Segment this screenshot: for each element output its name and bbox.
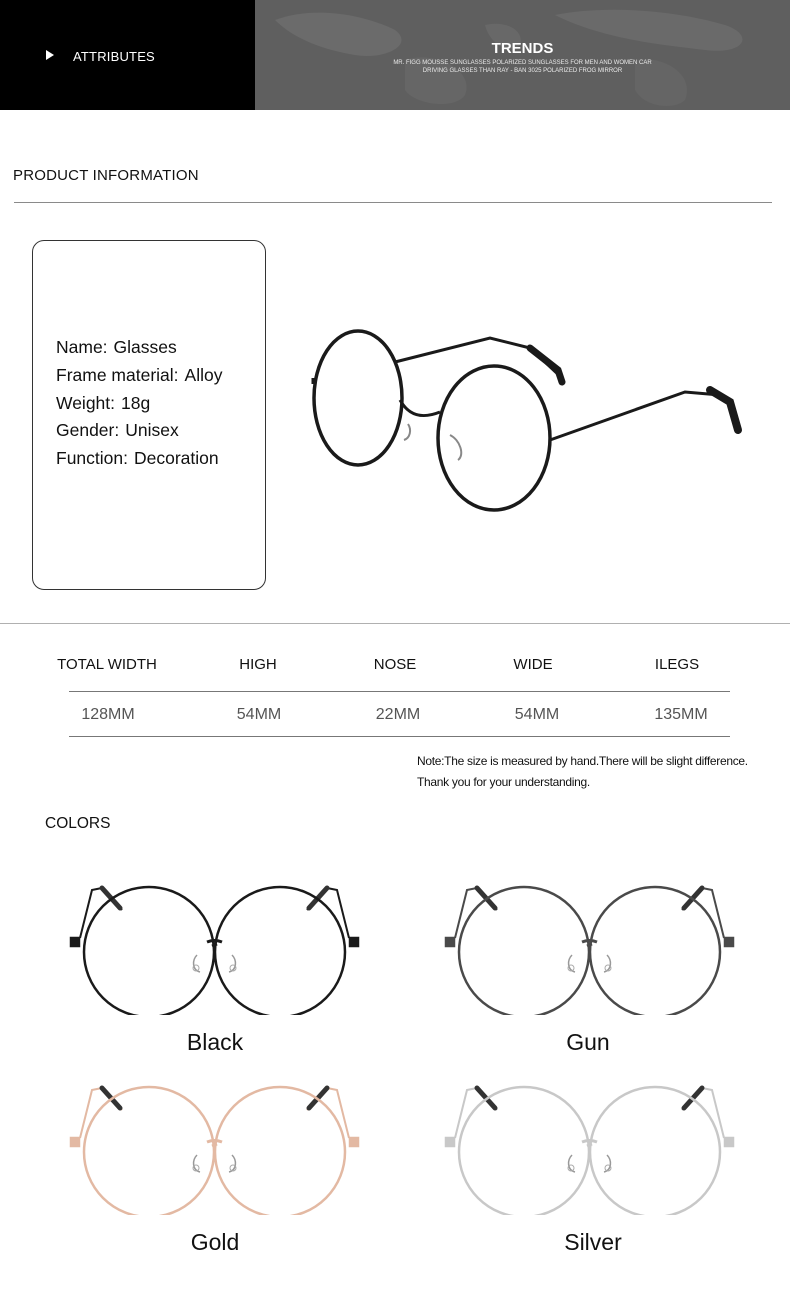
spec-key: Gender: <box>56 420 120 440</box>
spec-key: Weight: <box>56 393 116 413</box>
spec-value: Alloy <box>184 365 223 385</box>
divider <box>14 202 772 203</box>
table-cell: 22MM <box>375 706 421 723</box>
color-label-gun[interactable]: Gun <box>566 1029 610 1055</box>
table-cell: 54MM <box>514 706 560 723</box>
silver-glasses-icon[interactable] <box>437 1080 742 1215</box>
color-label-silver[interactable]: Silver <box>564 1229 622 1255</box>
trends-subtitle-line1: MR. FIGG MOUSSE SUNGLASSES POLARIZED SUNGLASSES FOR MEN AND WOMEN CAR <box>393 60 652 66</box>
colors-title: COLORS <box>45 815 111 832</box>
spec-value: Decoration <box>133 448 219 468</box>
spec-row <box>56 448 219 469</box>
note-line1: Note:The size is measured by hand.There will be slight difference. <box>417 754 748 768</box>
table-cell: 54MM <box>236 706 282 723</box>
gun-glasses-icon[interactable] <box>437 880 742 1015</box>
note-line2: Thank you for your understanding. <box>417 775 590 789</box>
table-cell: 135MM <box>654 706 708 723</box>
spec-row <box>56 365 222 386</box>
spec-key: Frame material: <box>56 365 179 385</box>
spec-key: Name: <box>56 337 108 357</box>
spec-value: Glasses <box>113 337 177 357</box>
color-label-gold[interactable]: Gold <box>190 1229 240 1255</box>
attributes-label: ATTRIBUTES <box>73 49 155 64</box>
product-information-title: PRODUCT INFORMATION <box>13 167 199 184</box>
table-header: HIGH <box>239 656 277 673</box>
divider <box>0 623 790 624</box>
gold-glasses-icon[interactable] <box>62 1080 367 1215</box>
glasses-product-image <box>300 300 760 520</box>
spec-row <box>56 393 150 414</box>
table-cell: 128MM <box>81 706 135 723</box>
table-rule <box>69 691 730 692</box>
trends-banner <box>255 0 790 110</box>
spec-card <box>32 240 266 590</box>
attributes-banner <box>0 0 255 110</box>
spec-value: 18g <box>121 393 151 413</box>
color-label-black[interactable]: Black <box>186 1029 244 1055</box>
spec-value: Unisex <box>125 420 179 440</box>
table-rule <box>69 736 730 737</box>
trends-subtitle-line2: DRIVING GLASSES THAN RAY - BAN 3025 POLARIZED FROG MIRROR <box>422 68 623 74</box>
play-arrow-icon <box>46 50 54 60</box>
spec-row <box>56 337 177 358</box>
table-header: TOTAL WIDTH <box>57 656 157 673</box>
black-glasses-icon[interactable] <box>62 880 367 1015</box>
spec-key: Function: <box>56 448 128 468</box>
trends-title: TRENDS <box>491 40 554 57</box>
table-header: WIDE <box>513 656 553 673</box>
spec-row <box>56 420 179 441</box>
table-header: ILEGS <box>654 656 700 673</box>
table-header: NOSE <box>373 656 417 673</box>
